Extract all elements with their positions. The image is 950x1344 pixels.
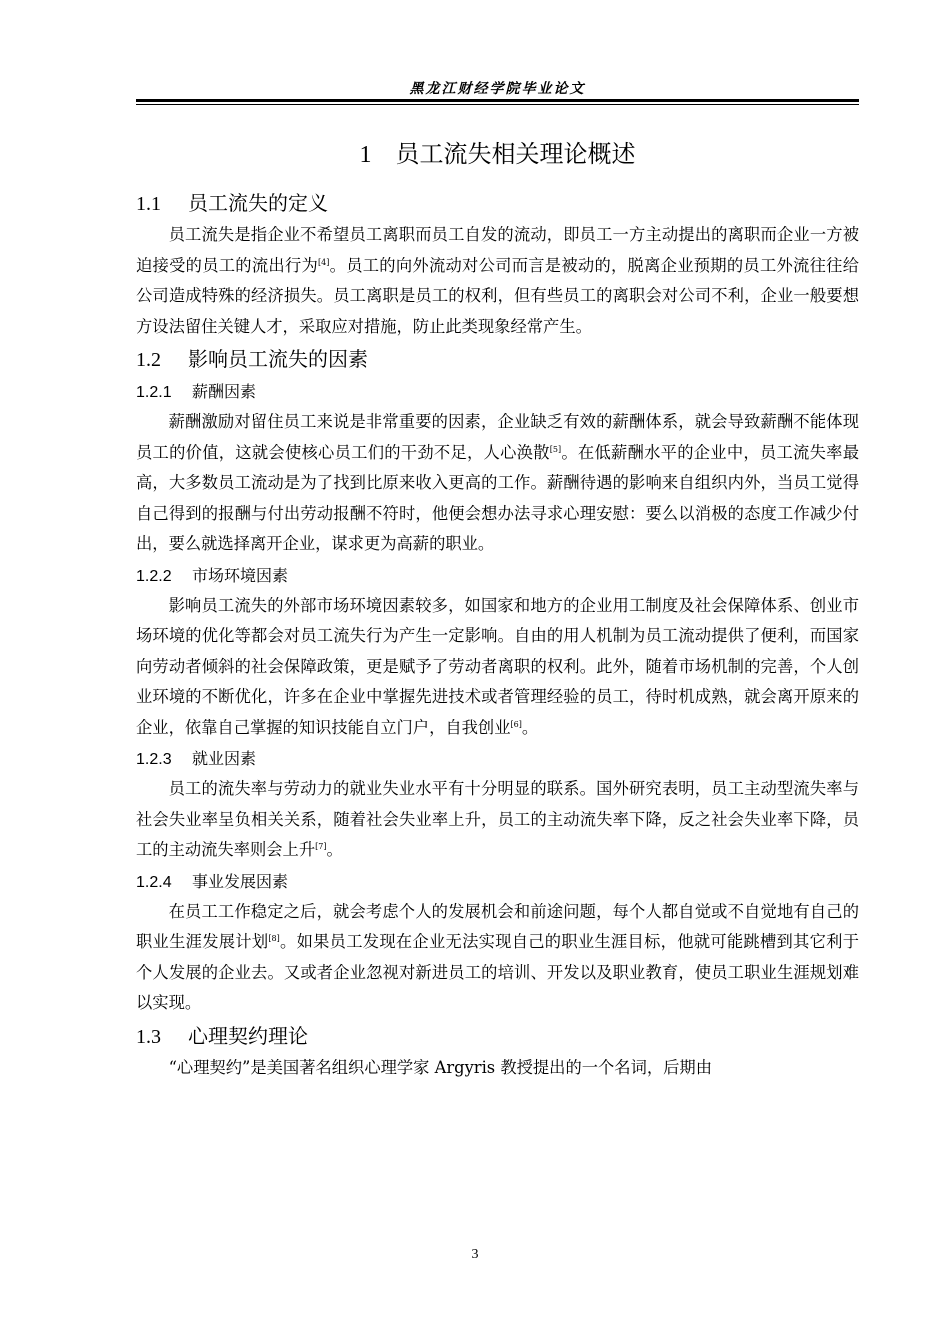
chapter-heading (136, 132, 859, 176)
paragraph-text: 影响员工流失的外部市场环境因素较多，如国家和地方的企业用工制度及社会保障体系、创业市场环境的优化等都会对员工流失行为产生一定影响。自由的用人机制为员工流动提供了便利，而国家向劳动者倾斜的社会保障政策，更是赋予了劳动者离职的权利。此外，随着市场机制的完善，个人创业环境的不断优化，许多在企业中掌握先进技术或者管理经验的员工，待时机成熟，就会离开原来的企业，依靠自己掌握的知识技能自立门户，自我创业 (136, 595, 859, 737)
section-number: 1.1 (136, 193, 161, 215)
subsection-number: 1.2.3 (136, 751, 172, 768)
subsection-number: 1.2.2 (136, 567, 172, 585)
subsection-heading-1-2-2 (136, 560, 859, 591)
subsection-title: 薪酬因素 (192, 382, 257, 401)
section-heading-1-1 (136, 186, 859, 220)
section-number: 1.3 (136, 1025, 161, 1048)
paragraph-text: 。如果员工发现在企业无法实现自己的职业生涯目标，他就可能跳槽到其它利于个人发展的企业去。又或者企业忽视对新进员工的培训、开发以及职业教育，使员工职业生涯规划难以实现。 (136, 932, 859, 1012)
section-title: 影响员工流失的因素 (188, 347, 368, 371)
paragraph-text: 。员工的向外流动对公司而言是被动的，脱离企业预期的员工外流往往给公司造成特殊的经济损失。员工离职是员工的权利，但有些员工的离职会对公司不利，企业一般要想方设法留住关键人才，采取应对措施，防止此类现象经常产生。 (136, 255, 859, 336)
citation-ref: [5] (549, 444, 562, 454)
paragraph-text: 在员工工作稳定之后，就会考虑个人的发展机会和前途问题，每个人都自觉或不自觉地有自己的职业生涯发展计划 (136, 901, 859, 951)
paragraph-text: 薪酬激励对留住员工来说是非常重要的因素，企业缺乏有效的薪酬体系，就会导致薪酬不能体现员工的价值，这就会使核心员工们的干劲不足，人心涣散 (136, 412, 859, 462)
chapter-title: 员工流失相关理论概述 (395, 140, 636, 168)
subsection-title: 市场环境因素 (192, 565, 289, 585)
paragraph-text: 员工流失是指企业不希望员工离职而员工自发的流动，即员工一方主动提出的离职而企业一方被迫接受的员工的流出行为 (136, 225, 859, 275)
paragraph-text: 。 (521, 717, 539, 737)
subsection-title: 事业发展因素 (192, 871, 289, 891)
subsection-title: 就业因素 (192, 749, 257, 768)
section-title: 心理契约理论 (188, 1023, 308, 1048)
paragraph-salary (136, 407, 859, 560)
paragraph-text: 。在低薪酬水平的企业中，员工流失率最高，大多数员工流动是为了找到比原来收入更高的工作。薪酬待遇的影响来自组织内外，当员工觉得自己得到的报酬与付出劳动报酬不符时，他便会想办法寻求心理安慰：要么以消极的态度工作减少付出，要么就选择离开企业，谋求更为高薪的职业。 (136, 442, 859, 553)
subsection-number: 1.2.4 (136, 873, 172, 891)
running-header: 黑龙江财经学院毕业论文 (409, 81, 586, 97)
section-heading-1-3 (136, 1019, 859, 1053)
subsection-heading-1-2-1 (136, 376, 859, 407)
citation-ref: [6] (510, 719, 522, 729)
paragraph-psych-contract: “心理契约”是美国著名组织心理学家 Argyris 教授提出的一个名词，后期由 (168, 1057, 712, 1077)
citation-ref: [4] (318, 257, 330, 267)
chapter-number: 1 (359, 142, 372, 168)
paragraph-market (136, 591, 859, 744)
paragraph-text: 员工的流失率与劳动力的就业失业水平有十分明显的联系。国外研究表明，员工主动型流失率与社会失业率呈负相关关系，随着社会失业率上升，员工的主动流失率下降，反之社会失业率下降，员工的主动流失率则会上升 (136, 779, 859, 859)
paragraph-career (136, 897, 859, 1019)
paragraph-definition (136, 220, 859, 342)
page-number: 3 (471, 1247, 479, 1262)
page-body (136, 128, 859, 1083)
section-title: 员工流失的定义 (188, 191, 328, 215)
header-rule-thin (136, 104, 859, 105)
subsection-heading-1-2-4 (136, 866, 859, 897)
paragraph-employment (136, 774, 859, 866)
header-rule-thick (136, 99, 859, 102)
citation-ref: [8] (268, 934, 280, 943)
section-number: 1.2 (136, 349, 161, 371)
subsection-number: 1.2.1 (136, 384, 172, 401)
paragraph-text: 。 (326, 840, 343, 859)
subsection-heading-1-2-3 (136, 743, 859, 774)
citation-ref: [7] (315, 842, 327, 851)
section-heading-1-2 (136, 342, 859, 376)
